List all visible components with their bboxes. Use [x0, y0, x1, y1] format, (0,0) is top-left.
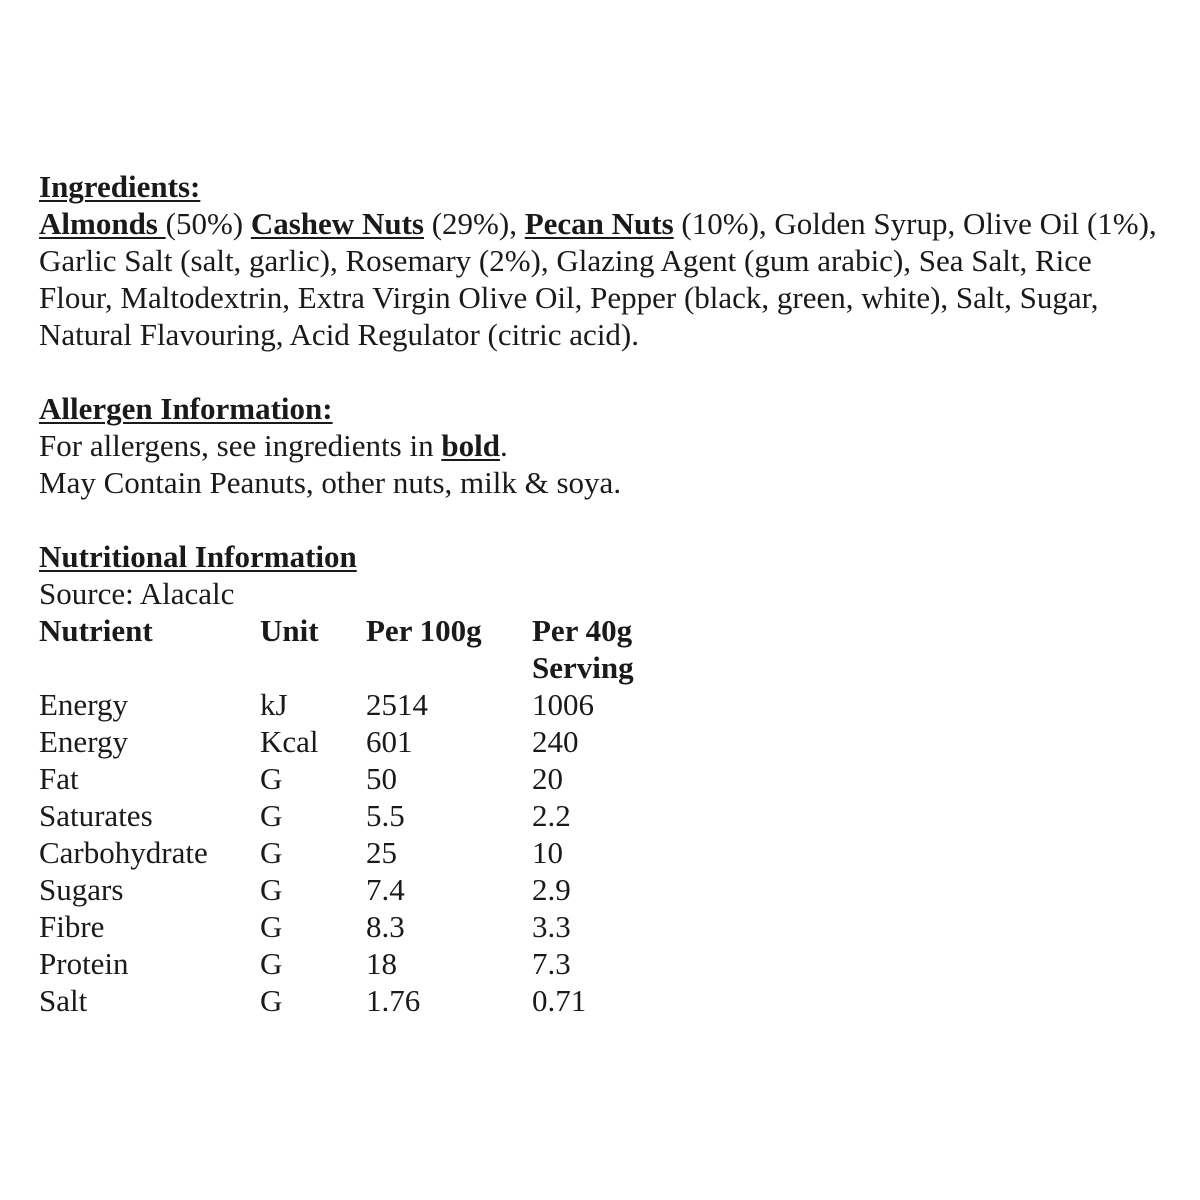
column-header-per-serving: [532, 612, 732, 686]
cell-per-serving: 0.71: [532, 983, 587, 1018]
cell-unit: G: [260, 761, 283, 796]
ingredients-heading: Ingredients:: [39, 169, 201, 204]
table-row: [39, 871, 732, 908]
nutrition-section: [39, 538, 1169, 1019]
cell-nutrient: Saturates: [39, 798, 153, 833]
cell-per-serving: 2.9: [532, 872, 571, 907]
nutrition-table-header: [39, 612, 732, 686]
cell-per-100g: 50: [366, 761, 397, 796]
cell-per-serving: 3.3: [532, 909, 571, 944]
cell-nutrient: Energy: [39, 687, 128, 722]
column-header-per-serving-line-2: Serving: [532, 650, 634, 685]
table-row: [39, 797, 732, 834]
table-row: [39, 945, 732, 982]
ingredient-pecan-nuts: Pecan Nuts: [524, 206, 674, 241]
allergen-heading: Allergen Information:: [39, 391, 333, 426]
cell-nutrient: Fat: [39, 761, 79, 796]
cell-unit: Kcal: [260, 724, 319, 759]
cell-per-serving: 2.2: [532, 798, 571, 833]
ingredients-section: [39, 168, 1169, 353]
cell-nutrient: Fibre: [39, 909, 105, 944]
nutrition-table-body: [39, 686, 732, 1019]
cell-per-100g: 25: [366, 835, 397, 870]
ingredient-almonds: Almonds: [39, 206, 166, 241]
cell-nutrient: Sugars: [39, 872, 124, 907]
nutrition-table: [39, 612, 732, 1019]
allergen-line-2: May Contain Peanuts, other nuts, milk & soya.: [39, 465, 622, 500]
cell-unit: G: [260, 872, 283, 907]
table-row: [39, 686, 732, 723]
cell-per-100g: 7.4: [366, 872, 405, 907]
cell-per-serving: 1006: [532, 687, 594, 722]
table-row: [39, 834, 732, 871]
table-row: [39, 723, 732, 760]
column-header-nutrient: Nutrient: [39, 613, 153, 648]
cell-unit: G: [260, 946, 283, 981]
table-row: [39, 760, 732, 797]
ingredient-almonds-percent: (50%): [165, 206, 251, 241]
column-header-unit: Unit: [260, 613, 319, 648]
allergen-line-1-suffix: .: [499, 428, 508, 463]
cell-per-serving: 20: [532, 761, 563, 796]
ingredients-list: [39, 205, 1169, 353]
cell-per-100g: 1.76: [366, 983, 421, 1018]
allergen-line-1: [39, 427, 1169, 464]
cell-nutrient: Energy: [39, 724, 128, 759]
allergen-bold-word: bold: [441, 428, 500, 463]
cell-unit: kJ: [260, 687, 288, 722]
cell-nutrient: Carbohydrate: [39, 835, 208, 870]
cell-nutrient: Salt: [39, 983, 88, 1018]
cell-unit: G: [260, 983, 283, 1018]
cell-per-100g: 18: [366, 946, 397, 981]
ingredient-cashew-nuts: Cashew Nuts: [250, 206, 424, 241]
table-row: [39, 908, 732, 945]
nutrition-heading: Nutritional Information: [39, 539, 357, 574]
cell-per-serving: 7.3: [532, 946, 571, 981]
table-row: [39, 982, 732, 1019]
allergen-line-1-prefix: For allergens, see ingredients in: [39, 428, 442, 463]
ingredient-remaining: (10%), Golden Syrup, Olive Oil (1%), Garlic Salt (salt, garlic), Rosemary (2%), Glazing Agent (gum arabic), Sea Salt, Rice Flour, Maltodextrin, Extra Virgin Olive Oil, Pepper (black, green, white), Salt, Sugar, Natural Flavouring, Acid Regulator (citric acid).: [39, 206, 1157, 352]
cell-unit: G: [260, 798, 283, 833]
cell-per-100g: 5.5: [366, 798, 405, 833]
cell-per-100g: 8.3: [366, 909, 405, 944]
product-info-document: [39, 168, 1169, 1019]
cell-per-100g: 601: [366, 724, 413, 759]
cell-unit: G: [260, 835, 283, 870]
ingredient-cashew-percent: (29%),: [423, 206, 525, 241]
column-header-per-100g: Per 100g: [366, 613, 482, 648]
allergen-section: [39, 390, 1169, 501]
cell-per-serving: 240: [532, 724, 579, 759]
cell-nutrient: Protein: [39, 946, 129, 981]
column-header-per-serving-line-1: Per 40g: [532, 613, 633, 648]
cell-per-serving: 10: [532, 835, 563, 870]
cell-per-100g: 2514: [366, 687, 428, 722]
nutrition-source: Source: Alacalc: [39, 576, 235, 611]
cell-unit: G: [260, 909, 283, 944]
